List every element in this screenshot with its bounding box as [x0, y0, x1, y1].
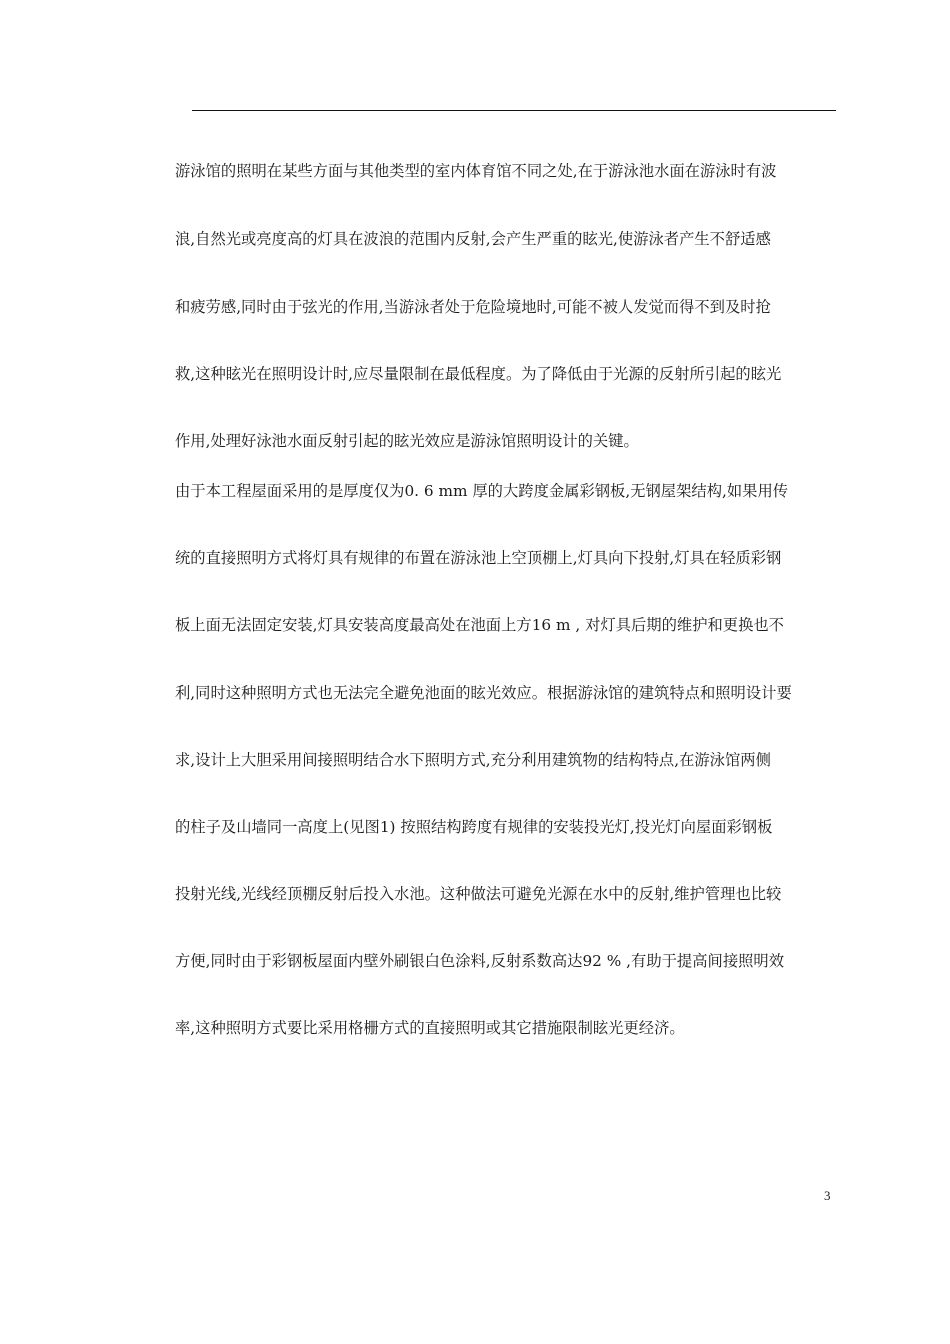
paragraph-2-line-6: 的柱子及山墙同一高度上(见图1) 按照结构跨度有规律的安装投光灯,投光灯向屋面彩钢板 [175, 818, 773, 836]
paragraph-1-line-5: 作用,处理好泳池水面反射引起的眩光效应是游泳馆照明设计的关键。 [175, 432, 639, 450]
header-rule [192, 110, 836, 111]
paragraph-2-line-7: 投射光线,光线经顶棚反射后投入水池。这种做法可避免光源在水中的反射,维护管理也比较 [175, 885, 782, 903]
paragraph-1-line-1: 游泳馆的照明在某些方面与其他类型的室内体育馆不同之处,在于游泳池水面在游泳时有波 [175, 162, 777, 180]
paragraph-2-line-8: 方便,同时由于彩钢板屋面内壁外刷银白色涂料,反射系数高达92 % ,有助于提高间接照明效 [175, 952, 785, 970]
paragraph-2-line-4: 利,同时这种照明方式也无法完全避免池面的眩光效应。根据游泳馆的建筑特点和照明设计要 [175, 684, 792, 702]
paragraph-2-line-9: 率,这种照明方式要比采用格栅方式的直接照明或其它措施限制眩光更经济。 [175, 1019, 685, 1037]
page-number: 3 [824, 1188, 831, 1203]
paragraph-1-line-2: 浪,自然光或亮度高的灯具在波浪的范围内反射,会产生严重的眩光,使游泳者产生不舒适感 [175, 230, 771, 248]
paragraph-2-line-2: 统的直接照明方式将灯具有规律的布置在游泳池上空顶棚上,灯具向下投射,灯具在轻质彩钢 [175, 549, 782, 567]
paragraph-1-line-4: 救,这种眩光在照明设计时,应尽量限制在最低程度。为了降低由于光源的反射所引起的眩光 [175, 365, 782, 383]
paragraph-2-line-3: 板上面无法固定安装,灯具安装高度最高处在池面上方16 m , 对灯具后期的维护和更换也不 [175, 616, 784, 634]
paragraph-2-line-1: 由于本工程屋面采用的是厚度仅为0. 6 mm 厚的大跨度金属彩钢板,无钢屋架结构,如果用传 [175, 482, 789, 500]
paragraph-2-line-5: 求,设计上大胆采用间接照明结合水下照明方式,充分利用建筑物的结构特点,在游泳馆两侧 [175, 751, 771, 769]
paragraph-1-line-3: 和疲劳感,同时由于弦光的作用,当游泳者处于危险境地时,可能不被人发觉而得不到及时抢 [175, 298, 771, 316]
